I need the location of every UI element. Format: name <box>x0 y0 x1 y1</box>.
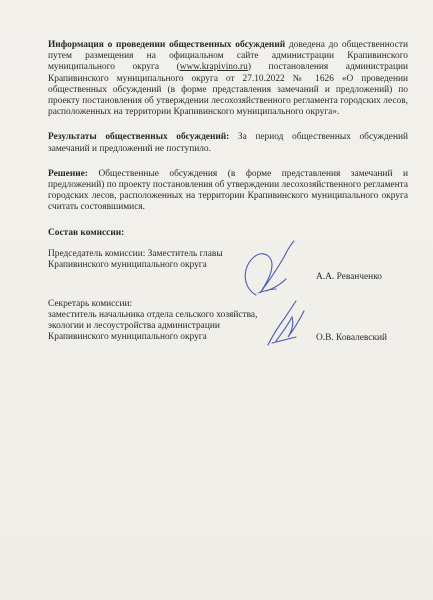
info-text-part1: доведена до общественности путем размещения на официальном сайте администрации Крапивинского муниципального округа ( <box>48 40 408 73</box>
decision-heading: Решение: <box>48 168 88 179</box>
chairman-line-2: Крапивинского муниципального округа <box>48 260 207 271</box>
decision-text: Общественные обсуждения (в форме представления замечаний и предложений) по проекту постановления об утверждении лесохозяйственного регламента городских лесов, расположенных на территории Крапивинского муниципального округа считать состоявшимися. <box>48 168 408 213</box>
secretary-line-2: заместитель начальника отдела сельского хозяйства, <box>48 310 258 321</box>
website-link[interactable]: www.krapivino.ru <box>179 62 248 73</box>
commission-heading: Состав комиссии: <box>48 227 125 238</box>
chairman-block <box>48 249 408 283</box>
secretary-line-3: экологии и лесоустройства администрации <box>48 321 220 332</box>
secretary-line-4: Крапивинского муниципального округа <box>48 332 207 343</box>
secretary-block <box>48 299 408 347</box>
info-heading: Информация о проведении общественных обсуждений <box>48 40 286 50</box>
document-body <box>48 40 408 363</box>
results-heading: Результаты общественных обсуждений: <box>48 132 230 143</box>
chairman-title <box>48 249 298 271</box>
chairman-name: А.А. Реванченко <box>316 271 382 282</box>
info-text-part2: ) постановления администрации Крапивинского муниципального округа от 27.10.2022 № 1626 «О проведении общественных обсуждений (в форме представления замечаний и предложений) по проекту постановления об утверждении лесохозяйственного регламента городских лесов, расположенных на территории Крапивинского муниципального округа». <box>48 62 408 118</box>
secretary-title <box>48 299 298 344</box>
info-paragraph <box>48 40 408 118</box>
secretary-line-1: Секретарь комиссии: <box>48 298 133 309</box>
chairman-line-1: Председатель комиссии: Заместитель главы <box>48 248 223 259</box>
results-text: За период общественных обсуждений замечаний и предложений не поступило. <box>48 132 408 154</box>
secretary-name: О.В. Ковалевский <box>316 332 388 343</box>
results-paragraph <box>48 132 408 154</box>
decision-paragraph <box>48 169 408 214</box>
